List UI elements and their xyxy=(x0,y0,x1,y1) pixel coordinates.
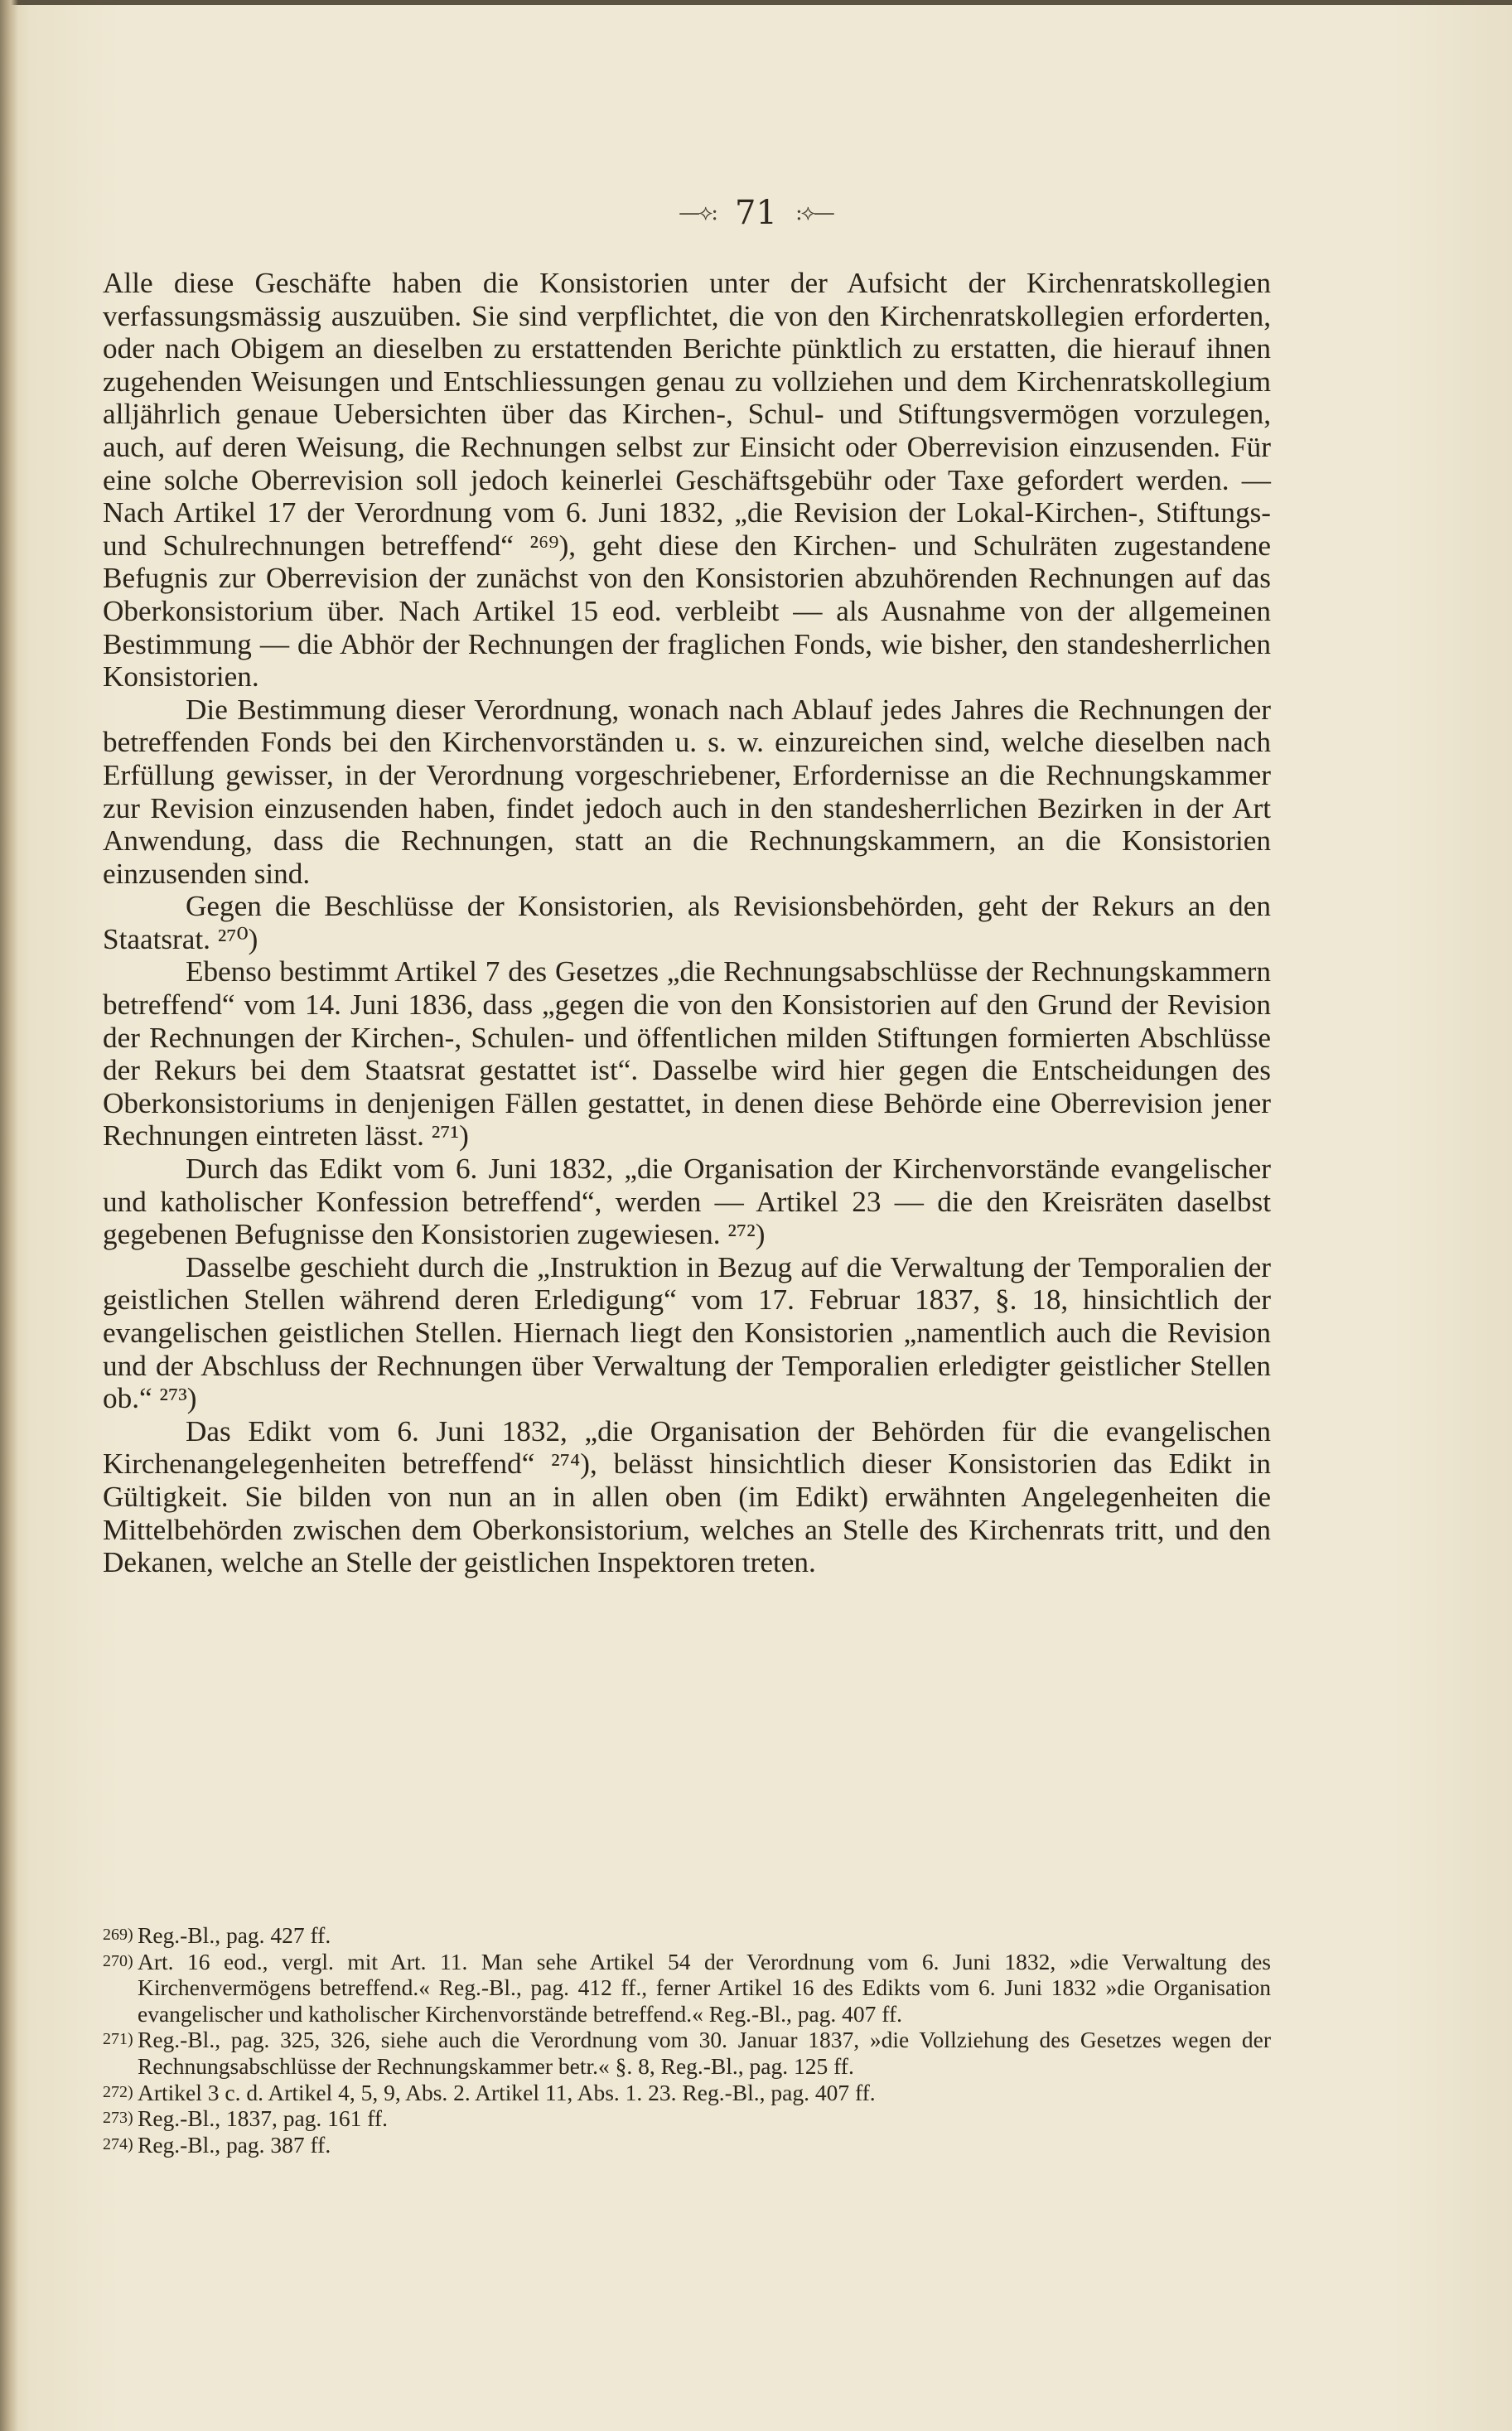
footnote xyxy=(103,1922,1271,1949)
paragraph: Gegen die Beschlüsse der Konsistorien, als Revisionsbehörden, geht der Rekurs an den Staatsrat. ²⁷⁰) xyxy=(103,890,1271,955)
ornament-right: :⟡— xyxy=(795,200,833,225)
ornament-left: —⟡: xyxy=(679,200,717,225)
paragraph: Die Bestimmung dieser Verordnung, wonach nach Ablauf jedes Jahres die Rechnungen der betreffenden Fonds bei den Kirchenvorständen u. s. w. einzureichen sind, welche dieselben nach Erfüllung gewisser, in der Verordnung vorgeschriebener, Erfordernisse an die Rechnungskammer zur Revision einzusenden haben, findet jedoch auch in den standesherrlichen Bezirken in der Art Anwendung, dass die Rechnungen, statt an die Rechnungskammern, an die Konsistorien einzusenden sind. xyxy=(103,693,1271,890)
footnote xyxy=(103,2105,1271,2132)
footnote-text: Artikel 3 c. d. Artikel 4, 5, 9, Abs. 2. Artikel 11, Abs. 1. 23. Reg.-Bl., pag. 407 ff. xyxy=(138,2079,876,2105)
footnote-number: 272) xyxy=(103,2082,133,2101)
paragraph: Ebenso bestimmt Artikel 7 des Gesetzes „die Rechnungsabschlüsse der Rechnungskammern betreffend“ vom 14. Juni 1836, dass „gegen die von den Konsistorien auf den Grund der Revision der Rechnungen der Kirchen-, Schulen- und öffentlichen milden Stiftungen formierten Abschlüsse der Rekurs bei dem Staatsrat gestattet ist“. Dasselbe wird hier gegen die Entscheidungen des Oberkonsistoriums in denjenigen Fällen gestattet, in denen diese Behörde eine Oberrevision jener Rechnungen eintreten lässt. ²⁷¹) xyxy=(103,955,1271,1153)
footnote xyxy=(103,2080,1271,2106)
footnote-number: 270) xyxy=(103,1951,133,1970)
footnote-text: Art. 16 eod., vergl. mit Art. 11. Man sehe Artikel 54 der Verordnung vom 6. Juni 1832, »die Verwaltung des Kirchenvermögens betreffend.« Reg.-Bl., pag. 412 ff., ferner Artikel 16 des Edikts vom 6. Juni 1832 »die Organisation evangelischer und katholischer Kirchenvorstände betreffend.« Reg.-Bl., pag. 407 ff. xyxy=(138,1948,1271,2027)
footnote xyxy=(103,2132,1271,2158)
footnote-number: 273) xyxy=(103,2109,133,2128)
page-number: 71 xyxy=(735,194,777,232)
paragraph: Durch das Edikt vom 6. Juni 1832, „die Organisation der Kirchenvorstände evangelischer und katholischer Konfession betreffend“, werden — Artikel 23 — die den Kreisräten daselbst gegebenen Befugnisse den Konsistorien zugewiesen. ²⁷²) xyxy=(103,1153,1271,1251)
footnote-text: Reg.-Bl., pag. 325, 326, siehe auch die Verordnung vom 30. Januar 1837, »die Vollziehung des Gesetzes wegen der Rechnungsabschlüsse der Rechnungskammer betr.« §. 8, Reg.-Bl., pag. 125 ff. xyxy=(138,2027,1271,2079)
footnote xyxy=(103,1949,1271,2027)
paragraph: Das Edikt vom 6. Juni 1832, „die Organisation der Behörden für die evangelischen Kirchenangelegenheiten betreffend“ ²⁷⁴), belässt hinsichtlich dieser Konsistorien das Edikt in Gültigkeit. Sie bilden von nun an in allen oben (im Edikt) erwähnten Angelegenheiten die Mittelbehörden zwischen dem Oberkonsistorium, welches an Stelle des Kirchenrats tritt, und den Dekanen, welche an Stelle der geistlichen Inspektoren treten. xyxy=(103,1414,1271,1579)
footnote-number: 269) xyxy=(103,1926,133,1944)
footnotes xyxy=(103,1922,1271,2158)
paragraph: Dasselbe geschieht durch die „Instruktion in Bezug auf die Verwaltung der Temporalien der geistlichen Stellen während deren Erledigung“ vom 17. Februar 1837, §. 18, hinsichtlich der evangelischen geistlichen Stellen. Hiernach liegt den Konsistorien „namentlich auch die Revision und der Abschluss der Rechnungen über Verwaltung der Temporalien erledigter geistlicher Stellen ob.“ ²⁷³) xyxy=(103,1250,1271,1415)
footnote-text: Reg.-Bl., pag. 427 ff. xyxy=(138,1922,331,1948)
binding-edge xyxy=(0,0,18,2431)
footnote-number: 271) xyxy=(103,2030,133,2049)
main-text xyxy=(103,267,1271,1579)
footnote-number: 274) xyxy=(103,2134,133,2153)
paragraph: Alle diese Geschäfte haben die Konsistorien unter der Aufsicht der Kirchenratskollegien verfassungsmässig auszuüben. Sie sind verpflichtet, die von den Kirchenratskollegien erforderten, oder nach Obigem an dieselben zu erstattenden Berichte pünktlich zu erstatten, die hierauf ihnen zugehenden Weisungen und Entschliessungen genau zu vollziehen und dem Kirchenratskollegium alljährlich genaue Uebersichten über das Kirchen-, Schul- und Stiftungsvermögen vorzulegen, auch, auf deren Weisung, die Rechnungen selbst zur Einsicht oder Oberrevision einzusenden. Für eine solche Oberrevision soll jedoch keinerlei Geschäftsgebühr oder Taxe gefordert werden. — Nach Artikel 17 der Verordnung vom 6. Juni 1832, „die Revision der Lokal-Kirchen-, Stiftungs- und Schulrechnungen betreffend“ ²⁶⁹), geht diese den Kirchen- und Schulräten zugestandene Befugnis zur Oberrevision der zunächst von den Konsistorien abzuhörenden Rechnungen auf das Oberkonsistorium über. Nach Artikel 15 eod. verbleibt — als Ausnahme von der allgemeinen Bestimmung — die Abhör der Rechnungen der fraglichen Fonds, wie bisher, den standesherrlichen Konsistorien. xyxy=(103,267,1271,694)
top-border xyxy=(0,0,1512,5)
page-header xyxy=(0,192,1512,234)
footnote-text: Reg.-Bl., pag. 387 ff. xyxy=(138,2131,331,2158)
footnote-text: Reg.-Bl., 1837, pag. 161 ff. xyxy=(138,2105,388,2132)
footnote xyxy=(103,2027,1271,2079)
